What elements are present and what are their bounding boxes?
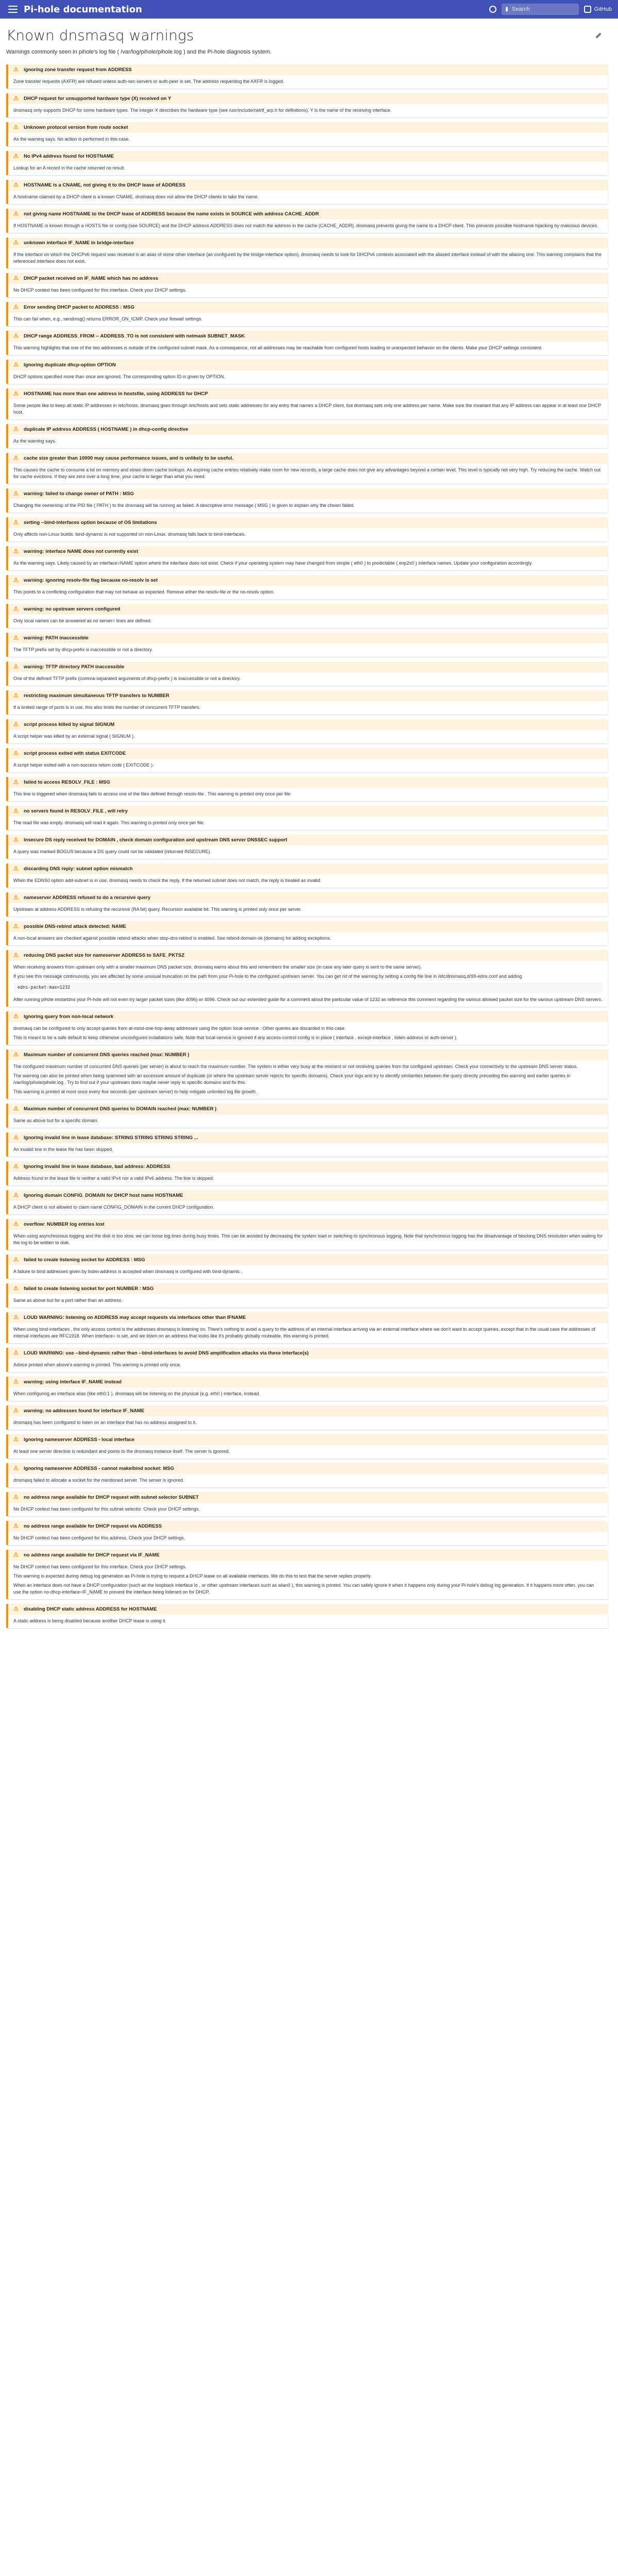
warning-title: ⚠ script process exited with status EXITCODE (8, 748, 608, 759)
warning-title: ⚠ script process killed by signal SIGNUM (8, 719, 608, 730)
warnings-list (6, 64, 608, 1628)
warning-title: ⚠ restricting maximum simultaneous TFTP transfers to NUMBER (8, 690, 608, 701)
warning-title: ⚠ nameserver ADDRESS refused to do a recursive query (8, 892, 608, 903)
warning-paragraph: Zone transfer requests (AXFR) are refused unless auth-sec-servers or auth-peer is set. The address requesting the AXFR is logged. (13, 79, 284, 84)
warning-paragraph: This causes the cache to consume a lot on memory and slows down cache lookups. As expiring cache entries relatively make room for new records, a large cache does not give any advantages beyond a certain level. This level is typically not very high. Try reducing the cache. Watch out for cache evictions. If they are zero over a long time, your cache is larger than what you need. (13, 467, 601, 479)
warning-paragraph: This points to a conflicting configuration that may not behave as expected. Remove either the resolv-file or the no-resolv option. (13, 589, 274, 595)
warning-title: ⚠ no address range available for DHCP request via ADDRESS (8, 1521, 608, 1532)
warning-body (8, 586, 608, 599)
warning-paragraph: When the EDNS0 option add-subnet is in use, dnsmasq needs to check the reply. If the returned subnet does not match, the reply is treated as invalid. (13, 878, 322, 883)
warning-title: ⚠ Ignoring invalid line in lease database, bad address: ADDRESS (8, 1161, 608, 1172)
warning-title: ⚠ Unknown protocol version from route socket (8, 122, 608, 133)
warning-title: ⚠ possible DNS-rebind attack detected: NAME (8, 921, 608, 932)
warning-admonition (6, 748, 608, 772)
warning-title: ⚠ unknown interface IF_NAME in bridge-interface (8, 238, 608, 248)
warning-admonition (6, 633, 608, 657)
warning-admonition (6, 238, 608, 268)
warning-paragraph: The configured maximum number of concurrent DNS queries (per server) is about to reach the maximum number. The system is either very busy at the moment or not receiving queries from the configured upstream. Check your connectivity to the upstream DNS server status. (13, 1064, 578, 1069)
warning-title: ⚠ Insecure DS reply received for DOMAIN , check domain configuration and upstream DNS server DNSSEC support (8, 835, 608, 845)
warning-title: ⚠ LOUD WARNING: listening on ADDRESS may accept requests via interfaces other than IFNAME (8, 1312, 608, 1323)
warning-body (8, 730, 608, 743)
warning-body (8, 464, 608, 484)
warning-title: ⚠ No IPv4 address found for HOSTNAME (8, 151, 608, 162)
warning-body (8, 643, 608, 657)
warning-paragraph: When receiving answers from upstream only with a smaller maximum DNS packet size, dnsmasq warns about this and remembers the smaller size (in case any later query is sent to the same server). (13, 964, 422, 970)
warning-body (8, 1265, 608, 1279)
warning-body (8, 1615, 608, 1628)
warning-title: ⚠ no address range available for DHCP request with subnet selector SUBNET (8, 1492, 608, 1503)
warning-paragraph: dnsmasq has been configured to listen on an interface that has no address assigned to it. (13, 1420, 197, 1425)
warning-paragraph: The warning can also be printed when being spammed with an excessive amount of duplicate (or where the upstream server rejects for specific domains). Check your logs and try to identify similarities between the query directly preceding this warning and earlier queries in /var/log/pihole/pihole.log . Try to find out if your upstream does maybe never reply to specific domains and fix this. (13, 1073, 571, 1085)
color-mode-icon[interactable] (489, 6, 496, 13)
warning-title: ⚠ Ignoring query from non-local network (8, 1011, 608, 1022)
warning-admonition (6, 1312, 608, 1343)
page-header (6, 27, 608, 44)
warning-paragraph: A hostname claimed by a DHCP client is a known CNAME. dnsmasq does not allow the DHCP clients to take the name. (13, 194, 259, 199)
warning-title: ⚠ Ignoring domain CONFIG_DOMAIN for DHCP host name HOSTNAME (8, 1190, 608, 1201)
warning-admonition (6, 1283, 608, 1308)
warning-title: ⚠ Ignoring nameserver ADDRESS - cannot make/bind socket: MSG (8, 1463, 608, 1474)
warning-admonition (6, 1161, 608, 1185)
warning-title: ⚠ DHCP range ADDRESS_FROM -- ADDRESS_TO is not consistent with netmask SUBNET_MASK (8, 331, 608, 342)
warning-admonition (6, 1049, 608, 1099)
warning-body (8, 370, 608, 384)
warning-body (8, 1201, 608, 1214)
warning-body (8, 1323, 608, 1343)
warning-admonition (6, 273, 608, 297)
warning-body (8, 1416, 608, 1430)
warning-body (8, 759, 608, 772)
warning-body (8, 615, 608, 628)
warning-paragraph: This warning is expected during debug log generation as Pi-hole is trying to request a DHCP lease on all available interfaces. We do this to test that the server replies properly. (13, 1573, 372, 1579)
warning-title: ⚠ failed to create listening socket for ADDRESS : MSG (8, 1255, 608, 1265)
warning-body (8, 162, 608, 175)
warning-paragraph: If a limited range of ports is in use, this also limits the number of concurrent TFTP transfers. (13, 705, 201, 710)
warning-paragraph: This is meant to be a safe default to keep otherwise unconfigured installations safe. Note that local-service is ignored if any access-control config is in place ( interface , except-interface , listen-address or auth-server ). (13, 1035, 458, 1040)
warning-admonition (6, 1492, 608, 1516)
warning-title: ⚠ DHCP request for unsupported hardware type (X) received on Y (8, 93, 608, 104)
warning-title: ⚠ HOSTNAME has more than one address in hostsfile, using ADDRESS for DHCP (8, 388, 608, 399)
warning-paragraph: One of the defined TFTP prefix (comma-separated arguments of dhcp-prefix ) is inaccessible or not a directory. (13, 676, 241, 681)
warning-title: ⚠ reducing DNS packet size for nameserver ADDRESS to SAFE_PKTSZ (8, 950, 608, 961)
warning-paragraph: Address found in the lease file is neither a valid IPv4 nor a valid IPv6 address. The line is skipped. (13, 1176, 214, 1181)
edit-icon[interactable] (594, 31, 603, 40)
warning-admonition (6, 1405, 608, 1430)
warning-title: ⚠ warning: using interface IF_NAME instead (8, 1377, 608, 1387)
warning-paragraph: No DHCP context has been configured for this interface. Check your DHCP settings. (13, 287, 186, 293)
warning-paragraph: DHCP options specified more than once are ignored. The corresponding option ID is given by OPTION. (13, 374, 225, 379)
warning-body (8, 219, 608, 233)
warning-title: ⚠ Maximum number of concurrent DNS queries to DOMAIN reached (max: NUMBER ) (8, 1104, 608, 1114)
warning-body (8, 75, 608, 89)
warning-paragraph: Only affects non-Linux builds. bind-dynamic is not supported on non-Linux. dnsmasq falls back to bind-interfaces. (13, 532, 246, 537)
warning-admonition (6, 180, 608, 204)
search-icon (506, 7, 508, 12)
warning-admonition (6, 93, 608, 117)
warning-paragraph: When using bind-interfaces , the only access control is the addresses dnsmasq is listening on. There's nothing to avoid a query to the address of an internal interface arriving via an external interface where we don't want to accept queries, except that in the usual case the addresses of internal interfaces are RFC1918. When interface= is set, and we listen on an address that looks like it's probably globally routeable, this warning is printed. (13, 1327, 595, 1338)
search-box[interactable] (502, 4, 579, 15)
site-title[interactable]: Pi-hole documentation (24, 4, 142, 15)
warning-admonition (6, 1255, 608, 1279)
warning-body (8, 1474, 608, 1487)
warning-paragraph: A failure to bind addresses given by listen-address is accepted when dnsmasq is configured with bind-dynamic . (13, 1269, 243, 1274)
warning-body (8, 133, 608, 146)
warning-admonition (6, 388, 608, 419)
warning-body (8, 1172, 608, 1185)
warning-admonition (6, 835, 608, 859)
warning-title: ⚠ Maximum number of concurrent DNS queries reached (max: NUMBER ) (8, 1049, 608, 1060)
main-content (6, 23, 608, 1633)
warning-admonition (6, 892, 608, 917)
warning-title: ⚠ no servers found in RESOLV_FILE , will retry (8, 806, 608, 817)
warning-title: ⚠ disabling DHCP static address ADDRESS for HOSTNAME (8, 1604, 608, 1615)
warning-title: ⚠ DHCP packet received on IF_NAME which has no address (8, 273, 608, 284)
warning-paragraph: No DHCP context has been configured for this interface. Check your DHCP settings. (13, 1564, 186, 1569)
warning-title: ⚠ warning: failed to change owner of PATH : MSG (8, 488, 608, 499)
warning-body (8, 672, 608, 686)
header-tools (489, 0, 612, 19)
warning-title: ⚠ failed to create listening socket for port NUMBER : MSG (8, 1283, 608, 1294)
warning-paragraph: A query was marked BOGUS because a DS query could not be validated (returned INSECURE). (13, 849, 212, 854)
warning-body (8, 1445, 608, 1459)
warning-admonition (6, 1377, 608, 1401)
github-icon (584, 6, 591, 13)
warning-admonition (6, 950, 608, 1007)
warning-body (8, 845, 608, 859)
warning-admonition (6, 1190, 608, 1214)
warning-paragraph: A DHCP client is not allowed to claim name CONFIG_DOMAIN in the current DHCP configuration. (13, 1205, 215, 1210)
warning-paragraph: Same as above but for a port rather than an address. (13, 1298, 123, 1303)
warning-body (8, 1532, 608, 1545)
warning-title: ⚠ warning: no addresses found for interface IF_NAME (8, 1405, 608, 1416)
warning-body (8, 932, 608, 945)
warning-paragraph: When an interface does not have a DHCP configuration (such as the loopback interface lo , or other upstream interfaces such as wlan0 ), this warning is printed. You can safely ignore it when it happens only during your Pi-hole's debug log generation. If it happens more often, you can use the option no-dhcp-interface=IF_NAME to prevent the interface being listened on for DHCP. (13, 1583, 594, 1595)
warning-body (8, 788, 608, 801)
warning-body (8, 435, 608, 448)
warning-body (8, 1561, 608, 1599)
warning-paragraph: No DHCP context has been configured for this address. Check your DHCP settings. (13, 1535, 185, 1540)
warning-paragraph: When configuring an interface alias (like eth0:1 ), dnsmasq will be listening on the physical (e.g. eth0 ) interface, instead. (13, 1391, 261, 1396)
warning-paragraph: As the warning says. No action is performed in this case. (13, 137, 130, 142)
warning-paragraph: This line is triggered when dnsmasq fails to access one of the files defined through resolv-file . This warning is printed only once per file. (13, 791, 292, 796)
page-title: Known dnsmasq warnings (6, 27, 194, 44)
top-app-bar (0, 0, 618, 19)
warning-paragraph: dnsmasq can be configured to only accept queries from at-most-one-hop-away addresses using the option local-service . Other queries are discarded in this case. (13, 1026, 346, 1031)
warning-title: ⚠ Error sending DHCP packet to ADDRESS : MSG (8, 302, 608, 313)
warning-admonition (6, 1463, 608, 1487)
warning-title: ⚠ Ignoring duplicate dhcp-option OPTION (8, 360, 608, 370)
warning-admonition (6, 1132, 608, 1157)
warning-paragraph: This can fail when, e.g., sendmsg() returns ERROR_ON_ICMP. Check your firewall settings. (13, 316, 202, 321)
warning-paragraph: Only local names can be answered as no server= lines are defined. (13, 618, 152, 623)
warning-title: ⚠ setting --bind-interfaces option because of OS limitations (8, 517, 608, 528)
warning-paragraph: The TFTP prefix set by dhcp-prefix is inaccessible or not a directory. (13, 647, 153, 652)
warning-admonition (6, 575, 608, 599)
warning-paragraph: After running pihole restartdns your Pi-hole will not even try larger packet sizes (like 4096) or 4096. Check out our extended guide for a comment about the particular value of 1232 as reference this comment regarding the various allowed packet size for the various upstream DNS servers. (13, 997, 603, 1002)
warning-paragraph: When using asynchronous logging and the disk is too slow, we can loose log lines during busy times. This can be avoided by decreasing the system load or switching to synchronous logging. Note that synchronous logging has the disadvantage of blocking DNS resolution when waiting for the log to be written to disk. (13, 1233, 603, 1245)
warning-paragraph: A non-local answers are checked against possible rebind attacks when stop-dns-rebind is enabled. See rebind-domain-ok (domains) for adding exceptions. (13, 936, 331, 941)
warning-paragraph: Lookup for an A record in the cache returned no result. (13, 165, 126, 171)
warning-body (8, 961, 608, 1007)
warning-paragraph: A script helper exited with a non-success return code ( EXITCODE ). (13, 762, 154, 768)
warning-body (8, 1060, 608, 1099)
warning-body (8, 1387, 608, 1401)
warning-title: ⚠ ignoring zone transfer request from ADDRESS (8, 64, 608, 75)
warning-admonition (6, 360, 608, 384)
warning-body (8, 284, 608, 297)
warning-admonition (6, 719, 608, 743)
warning-paragraph: Some people like to keep all static IP addresses in /etc/hosts. dnsmasq goes through /etc/hosts and sets static addresses for any entry that names a DHCP client, but dnsmasq sets only one address per name. Make sure the invariant that any IP address can appear in at least one DHCP host. (13, 403, 601, 415)
warning-paragraph: At least one server directive is redundant and points to the dnsmasq instance itself. The server is ignored. (13, 1449, 230, 1454)
warning-body (8, 1503, 608, 1516)
warning-title: ⚠ Ignoring invalid line in lease database: STRING STRING STRING STRING ... (8, 1132, 608, 1143)
warning-paragraph: Advice printed when above's warning is printed. This warning is printed only once. (13, 1362, 181, 1367)
warning-paragraph: If you see this message continuously, you are affected by some unusual truncation on the path from your Pi-hole to the configured upstream server. You can get rid of the warning by setting a config file line in /etc/dnsmasq.d/99-edns.conf and adding (13, 974, 522, 979)
warning-admonition (6, 863, 608, 888)
warning-admonition (6, 1104, 608, 1128)
warning-body (8, 342, 608, 355)
warning-admonition (6, 604, 608, 628)
warning-body (8, 191, 608, 204)
warning-paragraph: A static address is being disabled because another DHCP lease is using it. (13, 1618, 167, 1623)
warning-body (8, 399, 608, 419)
warning-title: ⚠ not giving name HOSTNAME to the DHCP lease of ADDRESS because the name exists in SOURCE with address CACHE_ADDR (8, 209, 608, 219)
warning-body (8, 1294, 608, 1308)
warning-title: ⚠ warning: ignoring resolv-file flag because no-resolv is set (8, 575, 608, 586)
warning-body (8, 903, 608, 917)
warning-paragraph: Changing the ownership of the PID file ( PATH ) to the dnsmasq will be running as failed. A descriptive error message ( MSG ) is given to explain why the chown failed. (13, 503, 355, 508)
warning-title: ⚠ discarding DNS reply: subnet option mismatch (8, 863, 608, 874)
code-block: edns-packet-max=1232 (13, 982, 603, 993)
warning-admonition (6, 806, 608, 830)
warning-admonition (6, 302, 608, 326)
warning-admonition (6, 331, 608, 355)
warning-body (8, 1230, 608, 1250)
warning-title: ⚠ HOSTNAME is a CNAME, not giving it to the DHCP lease of ADDRESS (8, 180, 608, 191)
warning-body (8, 1114, 608, 1128)
warning-admonition (6, 1550, 608, 1599)
warning-body (8, 1022, 608, 1045)
warning-paragraph: An invalid line in the lease file has been skipped. (13, 1147, 113, 1152)
warning-admonition (6, 1011, 608, 1045)
warning-paragraph: If the interface on which the DHCPv6 request was received is an alias of some other interface (as configured by the bridge-interface option), dnsmasq needs to look for DHCPv6 contexts associated with the aliased interface instead of with the aliasing one. This warning complains that the referenced interface does not exist. (13, 252, 602, 264)
warning-paragraph: As the warning says. Likely caused by an interface=NAME option where the interface does not exist. Check if your operating system may have changed from simple ( eth0 ) to predictable ( enp2s0 ) interface names. Update your configuration accordingly. (13, 561, 533, 566)
warning-admonition (6, 424, 608, 448)
warning-body (8, 701, 608, 715)
warning-admonition (6, 690, 608, 715)
warning-title: ⚠ warning: TFTP directory PATH inaccessible (8, 662, 608, 672)
warning-admonition (6, 1348, 608, 1372)
warning-admonition (6, 1434, 608, 1459)
github-link[interactable] (584, 6, 612, 13)
warning-body (8, 817, 608, 830)
warning-body (8, 499, 608, 513)
warning-title: ⚠ duplicate IP address ADDRESS ( HOSTNAME ) in dhcp-config directive (8, 424, 608, 435)
page-subtitle: Warnings commonly seen in pihole's log file ( /var/log/pihole/pihole.log ) and the Pi-hole diagnosis system. (6, 49, 272, 55)
warning-body (8, 248, 608, 268)
warning-title: ⚠ LOUD WARNING: use --bind-dynamic rather than --bind-interfaces to avoid DNS amplification attacks via these interface(s) (8, 1348, 608, 1359)
warning-body (8, 313, 608, 326)
warning-title: ⚠ Ignoring nameserver ADDRESS - local interface (8, 1434, 608, 1445)
warning-paragraph: No DHCP context has been configured for this subnet selector. Check your DHCP settings. (13, 1506, 200, 1512)
warning-admonition (6, 777, 608, 801)
warning-paragraph: As the warning says. (13, 438, 57, 444)
warning-admonition (6, 1604, 608, 1628)
warning-admonition (6, 453, 608, 484)
warning-admonition (6, 488, 608, 513)
warning-body (8, 557, 608, 570)
warning-admonition (6, 64, 608, 89)
warning-admonition (6, 1521, 608, 1545)
warning-paragraph: If HOSTNAME is known through a HOSTS file or config (see SOURCE) and the DHCP address ADDRESS does not match the address in the cache (CACHE_ADDR), dnsmasq prevents giving the name to a DHCP client. This prevents possible hostname hijacking by malicious devices. (13, 223, 598, 228)
warning-admonition (6, 1219, 608, 1250)
warning-title: ⚠ cache size greater than 10000 may cause performance issues, and is unlikely to be useful. (8, 453, 608, 464)
warning-body (8, 104, 608, 117)
warning-admonition (6, 921, 608, 945)
warning-paragraph: dnsmasq only supports DHCP for some hardware types. The integer X describes the hardware type (see /usr/include/net/if_arp.h for definitions). Y is the name of the receiving interface. (13, 108, 392, 113)
warning-admonition (6, 209, 608, 233)
search-input[interactable] (511, 6, 575, 13)
warning-paragraph: This warning is printed at most once every five seconds (per upstream server) to help mitigate unlimited log file growth. (13, 1089, 257, 1094)
warning-paragraph: dnsmasq failed to allocate a socket for the mentioned server. The server is ignored. (13, 1478, 184, 1483)
warning-title: ⚠ failed to access RESOLV_FILE : MSG (8, 777, 608, 788)
warning-admonition (6, 662, 608, 686)
warning-paragraph: Upstream at address ADDRESS is refusing the recursive (RA bit) query. Recursion available bit. This warning is printed only once per server. (13, 907, 302, 912)
warning-paragraph: This warning highlights that one of the two addresses is outside of the configured subnet mask. As a consequence, not all addresses may be reachable from configured hosts leading to unexpected behavior on the clients. Make your DHCP settings consistent. (13, 345, 543, 350)
warning-title: ⚠ no address range available for DHCP request via IF_NAME (8, 1550, 608, 1561)
menu-icon[interactable] (8, 6, 18, 13)
warning-admonition (6, 546, 608, 570)
warning-title: ⚠ overflow: NUMBER log entries lost (8, 1219, 608, 1230)
warning-body (8, 1359, 608, 1372)
warning-body (8, 1143, 608, 1157)
github-label: GitHub (594, 6, 612, 12)
warning-body (8, 528, 608, 541)
warning-paragraph: The read file was empty. dnsmasq will read it again. This warning is printed only once per file. (13, 820, 205, 825)
warning-paragraph: A script helper was killed by an external signal ( SIGNUM ). (13, 734, 135, 739)
warning-admonition (6, 122, 608, 146)
warning-paragraph: Same as above but for a specific domain. (13, 1118, 99, 1123)
warning-admonition (6, 517, 608, 541)
warning-title: ⚠ warning: no upstream servers configured (8, 604, 608, 615)
warning-admonition (6, 151, 608, 175)
warning-title: ⚠ warning: interface NAME does not currently exist (8, 546, 608, 557)
warning-title: ⚠ warning: PATH inaccessible (8, 633, 608, 643)
warning-body (8, 874, 608, 888)
